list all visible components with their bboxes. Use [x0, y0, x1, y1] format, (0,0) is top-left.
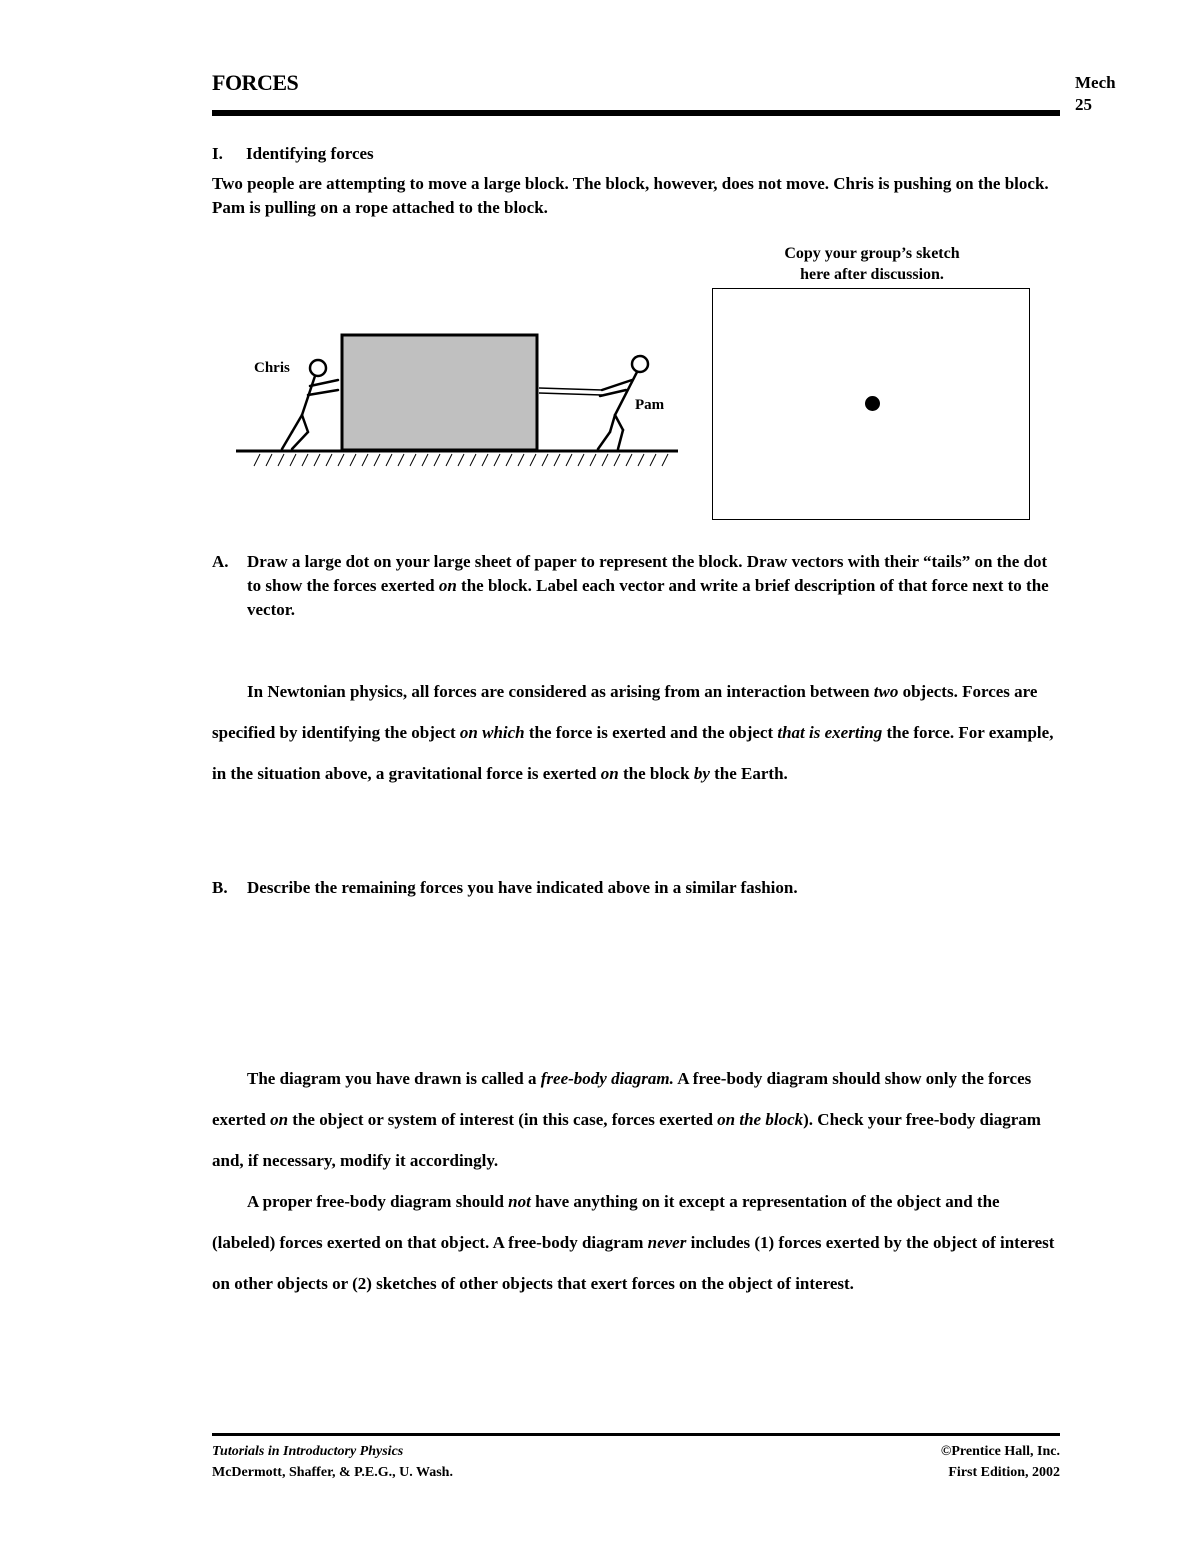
header-rule — [212, 110, 1060, 116]
p3-em-2: never — [647, 1233, 687, 1252]
chris-figure — [282, 360, 338, 449]
section-heading — [212, 144, 374, 164]
p2-em-1: free-body diagram. — [540, 1069, 674, 1088]
section-title: Identifying forces — [246, 144, 374, 163]
page-code — [1075, 72, 1116, 116]
footer-authors: McDermott, Shaffer, & P.E.G., U. Wash. — [212, 1465, 453, 1480]
p2-text-4: ). Check your free-body diagram and, if necessary, modify it accordingly. — [212, 1110, 1041, 1170]
p2-text-1: The diagram you have drawn is called a — [247, 1069, 541, 1088]
p3-text-1: A proper free-body diagram should — [247, 1192, 509, 1211]
footer-left — [212, 1441, 453, 1483]
p1-em-2: on which — [459, 723, 525, 742]
p1-em-1: two — [873, 682, 899, 701]
question-a-text-1: Draw a large dot on your large sheet of paper to represent the block. Draw vectors with their “tails” on the dot to show the forces exerted — [247, 552, 1048, 595]
block-scene-figure — [230, 320, 680, 480]
p3-text-3: includes (1) forces exerted by the object of interest on other objects or (2) sketches of other objects that exert forces on the object of interest. — [212, 1233, 1055, 1293]
footer-book-title: Tutorials in Introductory Physics — [212, 1444, 404, 1459]
p2-em-3: on the block — [717, 1110, 804, 1129]
chris-label: Chris — [254, 360, 290, 376]
question-a-emphasis: on — [438, 576, 457, 595]
pam-label: Pam — [635, 397, 665, 413]
p2-text-2: A free-body diagram should show only the forces exerted — [212, 1069, 1032, 1129]
p2-em-2: on — [270, 1110, 289, 1129]
question-b-text: Describe the remaining forces you have indicated above in a similar fashion. — [247, 878, 798, 897]
question-b — [212, 876, 1062, 900]
p1-em-3: that is exerting — [777, 723, 883, 742]
question-b-label: B. — [212, 878, 228, 897]
question-a-text — [247, 550, 1062, 622]
block-dot — [865, 396, 880, 411]
page-title: FORCES — [212, 70, 299, 95]
sketch-caption-line-2: here after discussion. — [800, 266, 944, 283]
footer-right — [760, 1441, 1060, 1483]
newtonian-paragraph — [212, 671, 1062, 794]
question-a-text-2: the block. Label each vector and write a brief description of that force next to the vector. — [247, 576, 1049, 619]
rope — [539, 388, 602, 395]
section-number: I. — [212, 144, 223, 163]
p1-em-4: on — [600, 764, 619, 783]
block — [342, 335, 537, 450]
question-a-label: A. — [212, 552, 229, 571]
ground-hatching — [254, 454, 668, 466]
footer-edition: First Edition, 2002 — [948, 1465, 1060, 1480]
page-number: 25 — [1075, 95, 1092, 114]
free-body-paragraph — [212, 1058, 1062, 1181]
section-code: Mech — [1075, 73, 1116, 92]
proper-diagram-paragraph — [212, 1181, 1062, 1304]
p2-text-3: the object or system of interest (in this case, forces exerted — [288, 1110, 718, 1129]
footer-rule — [212, 1433, 1060, 1436]
p1-text-6: the Earth. — [709, 764, 788, 783]
p3-em-1: not — [508, 1192, 531, 1211]
sketch-caption — [712, 243, 1032, 285]
p1-text-3: the force is exerted and the object — [524, 723, 778, 742]
p1-text-5: the block — [618, 764, 694, 783]
sketch-caption-line-1: Copy your group’s sketch — [784, 245, 960, 262]
question-a — [212, 550, 1062, 622]
p1-text-1: In Newtonian physics, all forces are considered as arising from an interaction between — [247, 682, 874, 701]
section-intro: Two people are attempting to move a large block. The block, however, does not move. Chris is pushing on the block. Pam is pulling on a rope attached to the block. — [212, 174, 1049, 217]
footer-publisher: ©Prentice Hall, Inc. — [940, 1444, 1060, 1459]
p1-text-4: the force. For example, in the situation above, a gravitational force is exerted — [212, 723, 1054, 783]
p1-em-5: by — [693, 764, 710, 783]
p1-text-2: objects. Forces are specified by identifying the object — [212, 682, 1038, 742]
p3-text-2: have anything on it except a representation of the object and the (labeled) forces exerted on that object. A free-body diagram — [212, 1192, 1000, 1252]
